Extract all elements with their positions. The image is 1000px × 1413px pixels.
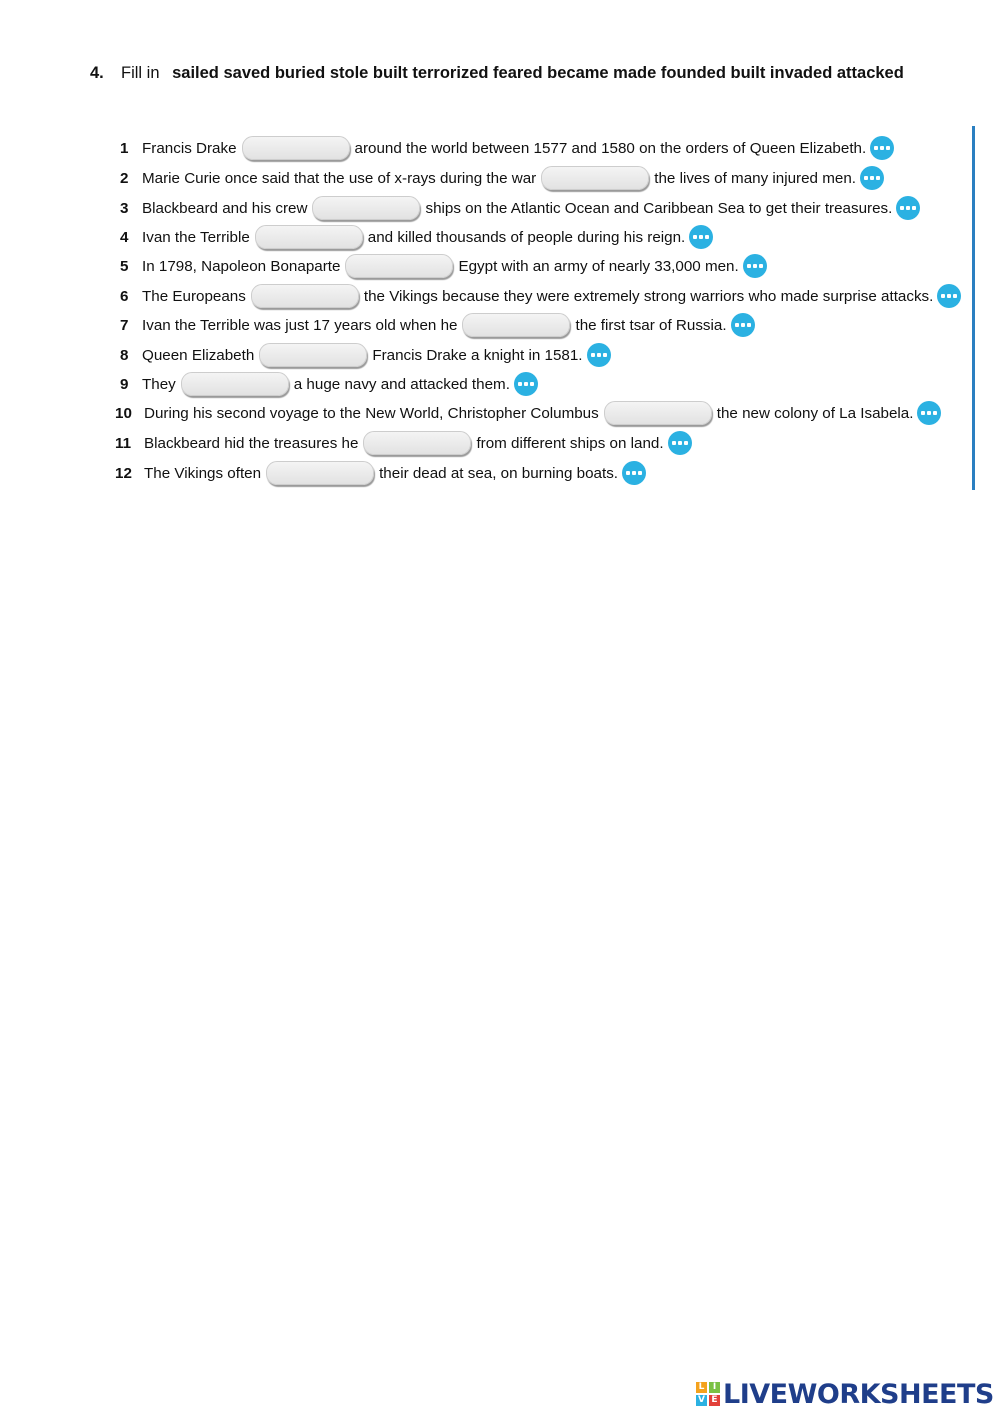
row-number: 7 [120, 316, 129, 334]
row-text-after: the Vikings because they were extremely strong warriors who made surprise attacks. [363, 287, 934, 305]
row-text-before: In 1798, Napoleon Bonaparte [142, 257, 341, 275]
logo-mark-tile: V [696, 1395, 707, 1406]
row-text-after: their dead at sea, on burning boats. [379, 464, 619, 482]
exercise-row [112, 399, 941, 427]
speech-bubble-icon[interactable] [937, 284, 961, 308]
row-number: 3 [120, 199, 129, 217]
row-text-after: the new colony of La Isabela. [716, 404, 914, 422]
logo-mark-tile: I [709, 1382, 720, 1393]
row-text-after: Francis Drake a knight in 1581. [372, 346, 583, 364]
row-text-before: Blackbeard and his crew [142, 199, 308, 217]
answer-field[interactable] [255, 225, 363, 249]
row-text-after: from different ships on land. [476, 434, 664, 452]
row-text-before: Ivan the Terrible [142, 228, 250, 246]
row-text-before: Queen Elizabeth [142, 346, 255, 364]
row-text-after: the lives of many injured men. [654, 169, 856, 187]
row-text-before: They [142, 375, 176, 393]
row-number: 12 [115, 464, 132, 482]
row-number: 9 [120, 375, 129, 393]
exercise-row [112, 194, 920, 222]
row-text-before: The Vikings often [144, 464, 262, 482]
speech-bubble-icon[interactable] [622, 461, 646, 485]
speech-bubble-icon[interactable] [587, 343, 611, 367]
exercise-row [112, 341, 611, 369]
speech-bubble-icon[interactable] [917, 401, 941, 425]
speech-bubble-icon[interactable] [668, 431, 692, 455]
answer-field[interactable] [181, 372, 289, 396]
speech-bubble-icon[interactable] [870, 136, 894, 160]
row-number: 1 [120, 139, 129, 157]
row-number: 4 [120, 228, 129, 246]
word-bank: sailed saved buried stole built terrorized feared became made founded built invaded attacked [172, 64, 904, 82]
exercise-number: 4. [90, 64, 104, 82]
instruction-lead: Fill in [121, 64, 160, 82]
row-text-before: During his second voyage to the New World, Christopher Columbus [144, 404, 599, 422]
exercise-row [112, 282, 961, 310]
exercise-row [112, 134, 894, 162]
row-text-after: the first tsar of Russia. [575, 316, 727, 334]
row-text-after: ships on the Atlantic Ocean and Caribbean Sea to get their treasures. [425, 199, 893, 217]
speech-bubble-icon[interactable] [689, 225, 713, 249]
answer-field[interactable] [259, 343, 367, 367]
logo-text: LIVEWORKSHEETS [723, 1378, 994, 1410]
logo-mark-icon [696, 1382, 720, 1406]
speech-bubble-icon[interactable] [731, 313, 755, 337]
answer-field[interactable] [251, 284, 359, 308]
answer-field[interactable] [604, 401, 712, 425]
instruction-block [90, 60, 930, 87]
logo-mark-tile: L [696, 1382, 707, 1393]
answer-field[interactable] [345, 254, 453, 278]
row-text-after: and killed thousands of people during his reign. [367, 228, 686, 246]
row-text-before: Francis Drake [142, 139, 237, 157]
row-text-before: Marie Curie once said that the use of x-rays during the war [142, 169, 537, 187]
row-number: 8 [120, 346, 129, 364]
row-text-before: Blackbeard hid the treasures he [144, 434, 359, 452]
row-number: 11 [115, 434, 132, 452]
logo-mark-tile: E [709, 1395, 720, 1406]
answer-field[interactable] [242, 136, 350, 160]
exercise-row [112, 429, 692, 457]
liveworksheets-logo [696, 1376, 994, 1412]
exercise-row [112, 223, 713, 251]
exercise-row [112, 252, 767, 280]
row-text-after: around the world between 1577 and 1580 on the orders of Queen Elizabeth. [354, 139, 867, 157]
exercise-row [112, 311, 755, 339]
speech-bubble-icon[interactable] [743, 254, 767, 278]
exercise-row [112, 164, 884, 192]
answer-field[interactable] [541, 166, 649, 190]
row-text-before: The Europeans [142, 287, 246, 305]
row-text-before: Ivan the Terrible was just 17 years old when he [142, 316, 458, 334]
row-number: 2 [120, 169, 129, 187]
answer-field[interactable] [462, 313, 570, 337]
exercise-row [112, 370, 538, 398]
row-number: 5 [120, 257, 129, 275]
speech-bubble-icon[interactable] [896, 196, 920, 220]
speech-bubble-icon[interactable] [514, 372, 538, 396]
answer-field[interactable] [312, 196, 420, 220]
answer-field[interactable] [266, 461, 374, 485]
row-text-after: Egypt with an army of nearly 33,000 men. [458, 257, 739, 275]
answer-field[interactable] [363, 431, 471, 455]
row-number: 6 [120, 287, 129, 305]
speech-bubble-icon[interactable] [860, 166, 884, 190]
row-text-after: a huge navy and attacked them. [293, 375, 510, 393]
row-number: 10 [115, 404, 132, 422]
exercise-row [112, 459, 646, 487]
side-border-line [972, 126, 975, 490]
